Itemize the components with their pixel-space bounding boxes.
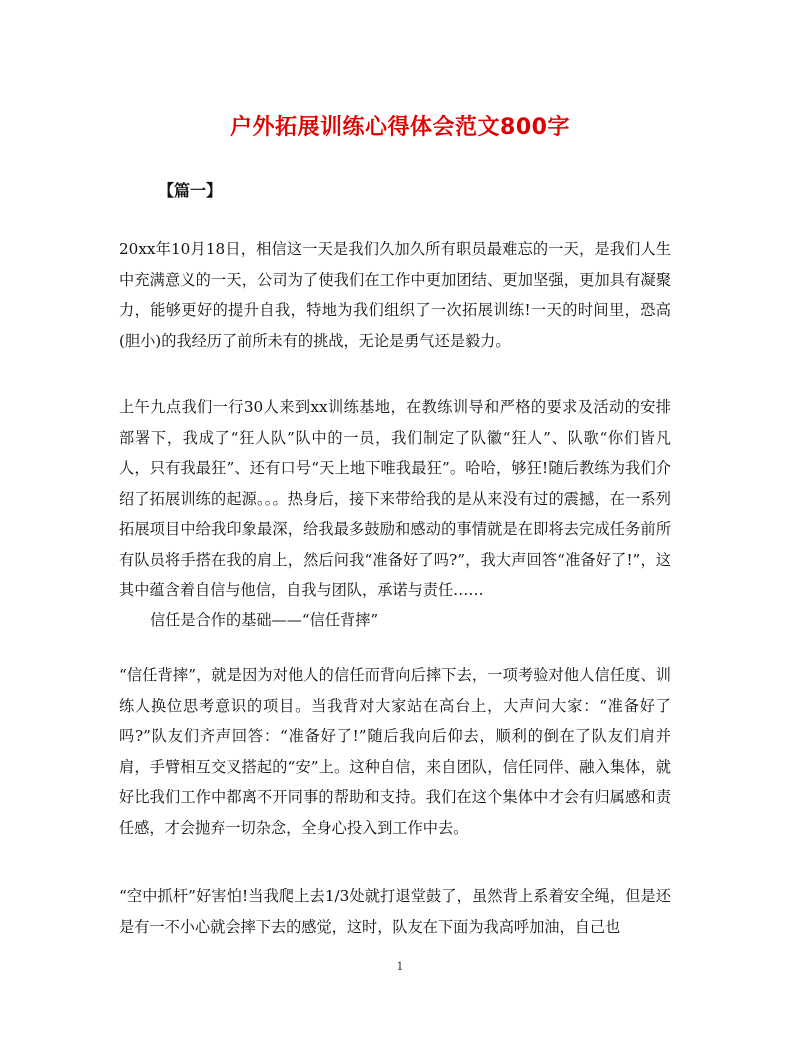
paragraph: 20xx年10月18日，相信这一天是我们久加久所有职员最难忘的一天，是我们人生中充满意义的一天，公司为了使我们在工作中更加团结、更加坚强，更加具有凝聚力，能够更好的提升自我，特地为我们组织了一次拓展训练!一天的时间里，恐高(胆小)的我经历了前所未有的挑战，无论是勇气还是毅力。 [119,240,671,350]
paragraph: 上午九点我们一行30人来到xx训练基地，在教练训导和严格的要求及活动的安排部署下，我成了“狂人队”队中的一员，我们制定了队徽“狂人”、队歌“你们皆凡人，只有我最狂”、还有口号“天上地下唯我最狂”。哈哈，够狂!随后教练为我们介绍了拓展训练的起源。。。热身后，接下来带给我的是从来没有过的震撼，在一系列拓展项目中给我印象最深，给我最多鼓励和感动的事情就是在即将去完成任务前所有队员将手搭在我的肩上，然后问我“准备好了吗?”，我大声回答“准备好了!”，这其中蕴含着自信与他信，自我与团队，承诺与责任…… [119,398,671,599]
section-label: 【篇一】 [158,181,223,200]
paragraph: “信任背摔”，就是因为对他人的信任而背向后摔下去，一项考验对他人信任度、训练人换位思考意识的项目。当我背对大家站在高台上，大声问大家：“准备好了吗?”队友们齐声回答：“准备好了!”随后我向后仰去，顺利的倒在了队友们肩并肩，手臂相互交叉搭起的“安”上。这种自信，来自团队，信任同伴、融入集体，就好比我们工作中都离不开同事的帮助和支持。我们在这个集体中才会有归属感和责任感，才会抛弃一切杂念，全身心投入到工作中去。 [119,666,671,837]
document-title: 户外拓展训练心得体会范文800字 [230,115,570,140]
subheading: 信任是合作的基础——“信任背摔” [150,611,379,629]
paragraph: “空中抓杆”好害怕!当我爬上去1/3处就打退堂鼓了，虽然背上系着安全绳，但是还是有一不小心就会摔下去的感觉，这时，队友在下面为我高呼加油，自己也 [119,887,671,936]
page-number: 1 [396,960,404,973]
